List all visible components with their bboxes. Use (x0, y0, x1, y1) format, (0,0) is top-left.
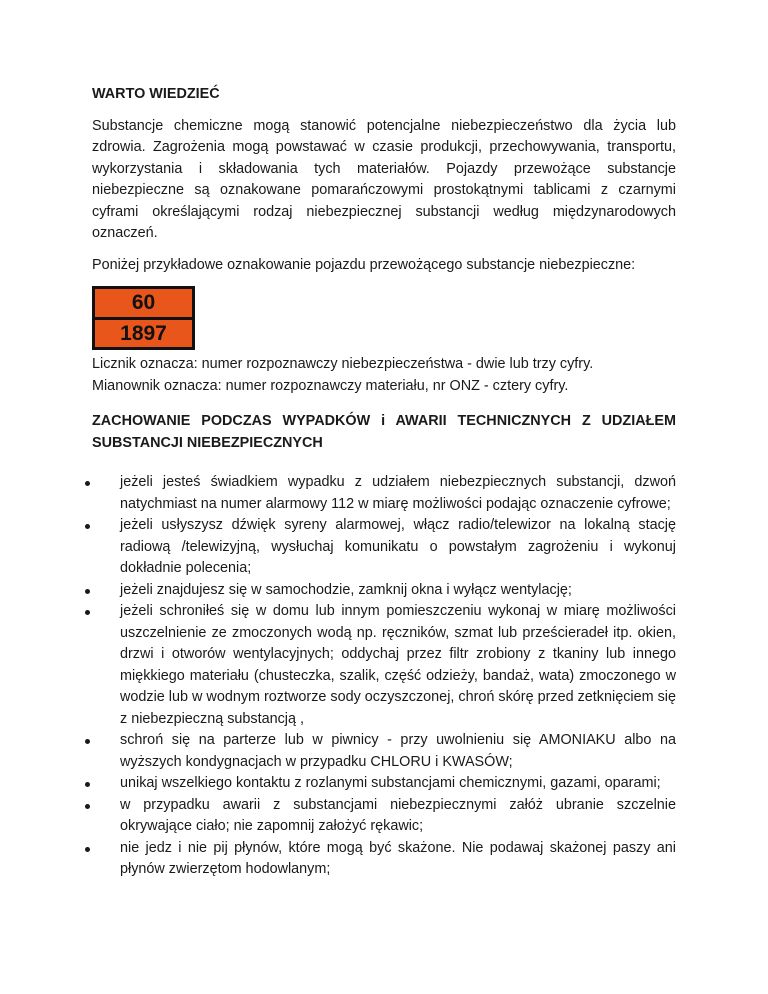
instructions-list (92, 472, 676, 881)
bullet-icon (85, 782, 90, 787)
hazard-plate (92, 286, 195, 350)
bullet-icon (85, 481, 90, 486)
bullet-icon (85, 804, 90, 809)
bullet-icon (85, 739, 90, 744)
example-intro: Poniżej przykładowe oznakowanie pojazdu przewożącego substancje niebezpieczne: (92, 256, 636, 273)
denominator-description: Mianownik oznacza: numer rozpoznawczy materiału, nr ONZ - cztery cyfry. (92, 377, 569, 394)
document-page (92, 84, 676, 881)
bullet-icon (85, 589, 90, 594)
list-item: jeżeli znajdujesz się w samochodzie, zamknij okna i wyłącz wentylację; (92, 580, 676, 602)
section-heading: ZACHOWANIE PODCZAS WYPADKÓW i AWARII TECHNICZNYCH Z UDZIAŁEM SUBSTANCJI NIEBEZPIECZNYCH (92, 413, 676, 451)
page-title: WARTO WIEDZIEĆ (92, 86, 220, 102)
list-item: jeżeli schroniłeś się w domu lub innym pomieszczeniu wykonaj w miarę możliwości uszczelnienie ze zmoczonych wodą np. ręczników, szmat lub prześcieradeł itp. okien, drzwi i otworów wentylacyjnych; oddychaj przez filtr zrobiony z tkaniny lub innego miękkiego materiału (chusteczka, szalik, część odzieży, bandaż, wata) zmoczonego w wodzie lub w wodnym roztworze sody oczyszczonej, chroń skórę przed zetknięciem się z niebezpieczną substancją , (92, 601, 676, 730)
numerator-description: Licznik oznacza: numer rozpoznawczy niebezpieczeństwa - dwie lub trzy cyfry. (92, 356, 594, 372)
list-item: nie jedz i nie pij płynów, które mogą być skażone. Nie podawaj skażonej paszy ani płynów zwierzętom hodowlanym; (92, 838, 676, 881)
intro-paragraph: Substancje chemiczne mogą stanowić potencjalne niebezpieczeństwo dla życia lub zdrowia. Zagrożenia mogą powstawać w czasie produkcji, przechowywania, transportu, wykorzystania i składowania tych materiałów. Pojazdy przewożące substancje niebezpieczne są oznakowane pomarańczowymi prostokątnymi tablicami z czarnymi cyframi określającymi rodzaj niebezpiecznej substancji według międzynarodowych oznaczeń. (92, 117, 676, 241)
un-number: 1897 (120, 321, 167, 345)
hazard-number: 60 (131, 291, 156, 314)
list-item: unikaj wszelkiego kontaktu z rozlanymi substancjami chemicznymi, gazami, oparami; (92, 773, 676, 795)
list-item: jeżeli jesteś świadkiem wypadku z udziałem niebezpiecznych substancji, dzwoń natychmiast na numer alarmowy 112 w miarę możliwości podając oznaczenie cyfrowe; (92, 472, 676, 515)
bullet-icon (85, 847, 90, 852)
list-item: schroń się na parterze lub w piwnicy - przy uwolnieniu się AMONIAKU albo na wyższych kondygnacjach w przypadku CHLORU i KWASÓW; (92, 730, 676, 773)
plate-description (92, 354, 676, 397)
bullet-icon (85, 610, 90, 615)
bullet-icon (85, 524, 90, 529)
list-item: w przypadku awarii z substancjami niebezpiecznymi załóż ubranie szczelnie okrywające ciało; nie zapomnij założyć rękawic; (92, 795, 676, 838)
list-item: jeżeli usłyszysz dźwięk syreny alarmowej, włącz radio/telewizor na lokalną stację radiową /telewizyjną, wysłuchaj komunikatu o powstałym zagrożeniu i wykonuj dokładnie polecenia; (92, 515, 676, 580)
